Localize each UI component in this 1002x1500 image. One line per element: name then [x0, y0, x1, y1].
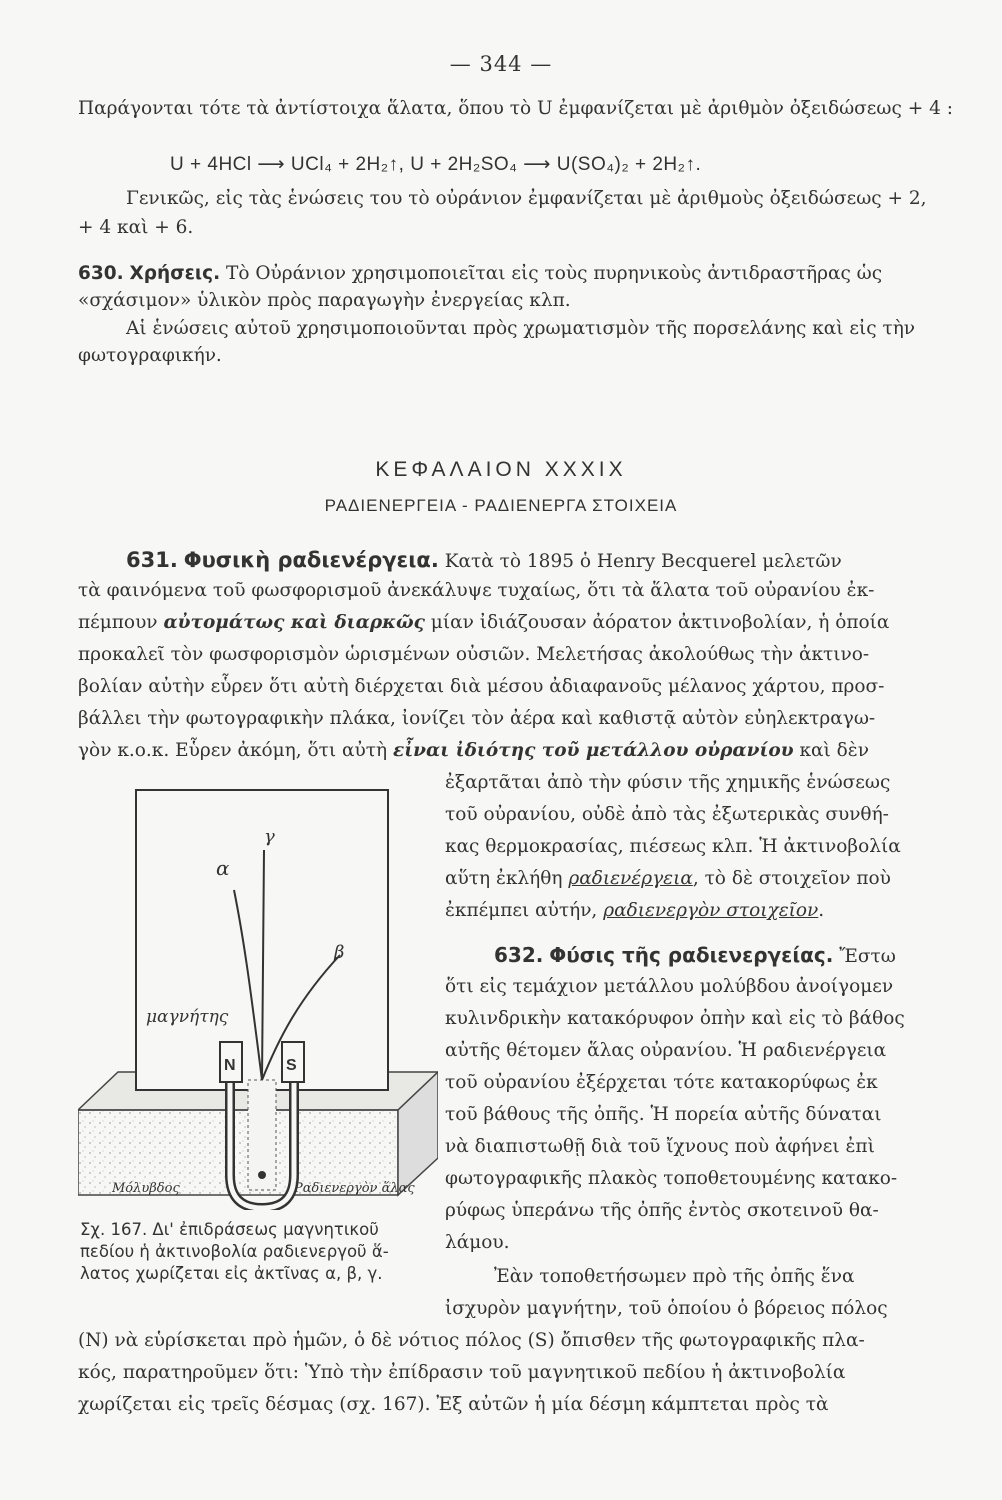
section-631-line-12-a: ἐκπέμπει αὐτήν, [445, 900, 604, 921]
section-631-line-1 [126, 550, 842, 572]
section-632-title: Φύσις τῆς ραδιενεργείας. [549, 943, 834, 967]
label-south-pole: S [286, 1057, 297, 1074]
figure-caption-line-3: λατος χωρίζεται εἰς ἀκτῖνας α, β, γ. [80, 1264, 383, 1283]
label-alpha: α [216, 856, 230, 880]
section-632-line-2: ὅτι εἰς τεμάχιον μετάλλου μολύβδου ἀνοίγομεν [445, 976, 894, 997]
section-631-line-7-em: εἶναι ἰδιότης τοῦ μετάλλου οὐρανίου [392, 740, 794, 761]
section-632-line-13: (N) νὰ εὑρίσκεται πρὸ ἡμῶν, ὁ δὲ νότιος πόλος (S) ὄπισθεν τῆς φωτογραφικῆς πλα- [78, 1330, 865, 1351]
section-630-line-4: φωτογραφικήν. [78, 345, 222, 366]
figure-caption-line-2: πεδίου ἡ ἀκτινοβολία ραδιενεργοῦ ἅ- [80, 1242, 389, 1261]
section-631-line-6: βάλλει τὴν φωτογραφικὴν πλάκα, ἰονίζει τὸν ἀέρα καὶ καθιστᾷ αὐτὸν εὐηλεκτραγω- [78, 708, 876, 729]
section-632-line-9: ρύφως ὑπεράνω τῆς ὀπῆς ἐντὸς σκοτεινοῦ θα- [445, 1200, 879, 1221]
label-beta: β [334, 942, 345, 963]
label-magnet: μαγνήτης [146, 1007, 229, 1027]
label-radioactive-salt: Ραδιενεργὸν ἅλας [294, 1181, 415, 1196]
section-630-line-1 [78, 265, 882, 284]
label-north-pole: N [224, 1057, 236, 1074]
intro-line-2: Γενικῶς, εἰς τὰς ἑνώσεις του τὸ οὐράνιον ἐμφανίζεται μὲ ἀριθμοὺς ὀξειδώσεως + 2, [126, 188, 927, 209]
section-631-line-11 [445, 870, 891, 889]
section-631-line-8: ἐξαρτᾶται ἀπὸ τὴν φύσιν τῆς χημικῆς ἑνώσεως [445, 772, 891, 793]
section-630-line-2: «σχάσιμον» ὑλικὸν πρὸς παραγωγὴν ἐνεργείας κλπ. [78, 290, 571, 311]
intro-equation: U + 4HCl ⟶ UCl₄ + 2H₂↑, U + 2H₂SO₄ ⟶ U(SO₄)₂ + 2H₂↑. [170, 154, 702, 175]
section-630-text-1: Τὸ Οὐράνιον χρησιμοποιεῖται εἰς τοὺς πυρηνικοὺς ἀντιδραστῆρας ὡς [226, 263, 883, 284]
section-632-line-6: τοῦ βάθους τῆς ὀπῆς. Ἡ πορεία αὐτῆς δύναται [445, 1104, 882, 1125]
section-630-line-3: Αἱ ἑνώσεις αὐτοῦ χρησιμοποιοῦνται πρὸς χρωματισμὸν τῆς πορσελάνης καὶ εἰς τὴν [126, 318, 916, 339]
figure-caption-line-1: Σχ. 167. Δι' ἐπιδράσεως μαγνητικοῦ [80, 1220, 379, 1239]
section-632-line-11: Ἐὰν τοποθετήσωμεν πρὸ τῆς ὀπῆς ἕνα [494, 1266, 855, 1287]
radioactive-salt [258, 1171, 266, 1179]
section-631-line-10: κας θερμοκρασίας, πιέσεως κλπ. Ἡ ἀκτινοβολία [445, 836, 901, 857]
section-632-line-15: χωρίζεται εἰς τρεῖς δέσμας (σχ. 167). Ἐξ αὐτῶν ἡ μία δέσμη κάμπτεται πρὸς τὰ [78, 1394, 829, 1415]
section-632-line-3: κυλινδρικὴν κατακόρυφον ὀπὴν καὶ εἰς τὸ βάθος [445, 1008, 905, 1029]
section-632-line-1 [494, 945, 896, 967]
label-gamma: γ [264, 826, 275, 847]
section-632-line-7: νὰ διαπιστωθῇ διὰ τοῦ ἴχνους ποὺ ἀφήνει ἐπὶ [445, 1136, 875, 1157]
section-632-line-12: ἰσχυρὸν μαγνήτην, τοῦ ὁποίου ὁ βόρειος πόλος [445, 1298, 888, 1319]
section-631-line-3-a: πέμπουν [78, 612, 164, 633]
section-631-line-5: βολίαν αὐτὴν εὗρεν ὅτι αὐτὴ διέρχεται διὰ μέσου ἀδιαφανοῦς μέλανος χάρτου, προσ- [78, 676, 885, 697]
section-631-line-12 [445, 902, 824, 921]
section-632-line-8: φωτογραφικῆς πλακὸς τοποθετουμένης κατακο- [445, 1168, 898, 1189]
section-631-text-1: Κατὰ τὸ 1895 ὁ Henry Becquerel μελετῶν [444, 551, 842, 572]
figure-167 [78, 780, 438, 1210]
section-632-text-1: Ἔστω [839, 946, 896, 967]
section-631-line-7 [78, 742, 869, 761]
label-lead: Μόλυβδος [112, 1181, 180, 1196]
section-631-line-3-b: μίαν ἰδιάζουσαν ἀόρατον ἀκτινοβολίαν, ἡ ὁποία [424, 612, 890, 633]
section-631-line-7-a: γὸν κ.ο.κ. Εὗρεν ἀκόμη, ὅτι αὐτὴ [78, 740, 393, 761]
section-631-number: 631. [126, 548, 178, 572]
section-632-number: 632. [494, 943, 544, 967]
section-631-line-12-b: . [818, 900, 825, 921]
section-631-line-3-em: αὐτομάτως καὶ διαρκῶς [163, 612, 425, 633]
section-631-line-2: τὰ φαινόμενα τοῦ φωσφορισμοῦ ἀνεκάλυψε τυχαίως, ὅτι τὰ ἅλατα τοῦ οὐρανίου ἐκ- [78, 580, 875, 601]
section-632-line-14: κός, παρατηροῦμεν ὅτι: Ὑπὸ τὴν ἐπίδρασιν τοῦ μαγνητικοῦ πεδίου ἡ ἀκτινοβολία [78, 1362, 846, 1383]
page-number: — 344 — [449, 52, 553, 76]
section-632-line-4: αὐτῆς θέτομεν ἅλας οὐρανίου. Ἡ ραδιενέργεια [445, 1040, 887, 1061]
section-631-line-3 [78, 614, 889, 633]
section-632-line-10: λάμου. [445, 1232, 510, 1253]
section-631-line-12-em: ραδιενεργὸν στοιχεῖον [603, 900, 819, 921]
section-631-line-9: τοῦ οὐρανίου, οὐδὲ ἀπὸ τὰς ἐξωτερικὰς συνθή- [445, 804, 889, 825]
section-631-line-4: προκαλεῖ τὸν φωσφορισμὸν ὡρισμένων οὐσιῶν. Μελετήσας ἀκολούθως τὴν ἀκτινο- [78, 644, 870, 665]
section-631-line-11-b: , τὸ δὲ στοιχεῖον ποὺ [692, 868, 891, 889]
section-631-line-11-em: ραδιενέργεια [568, 868, 693, 889]
intro-line-1: Παράγονται τότε τὰ ἀντίστοιχα ἅλατα, ὅπου τὸ U ἐμφανίζεται μὲ ἀριθμὸν ὀξειδώσεως + 4 : [78, 98, 953, 119]
chapter-subtitle: ΡΑΔΙΕΝΕΡΓΕΙΑ - ΡΑΔΙΕΝΕΡΓΑ ΣΤΟΙΧΕΙΑ [324, 496, 678, 515]
section-631-line-7-b: καὶ δὲν [793, 740, 869, 761]
section-630-number: 630. [78, 263, 124, 284]
section-632-line-5: τοῦ οὐρανίου ἐξέρχεται τότε κατακορύφως ἐκ [445, 1072, 878, 1093]
intro-line-3: + 4 καὶ + 6. [78, 217, 194, 238]
section-630-title: Χρήσεις. [129, 263, 221, 284]
section-631-title: Φυσικὴ ραδιενέργεια. [183, 548, 439, 572]
section-631-line-11-a: αὕτη ἐκλήθη [445, 868, 569, 889]
chapter-title: ΚΕΦΑΛΑΙΟΝ XXXIX [375, 458, 627, 481]
